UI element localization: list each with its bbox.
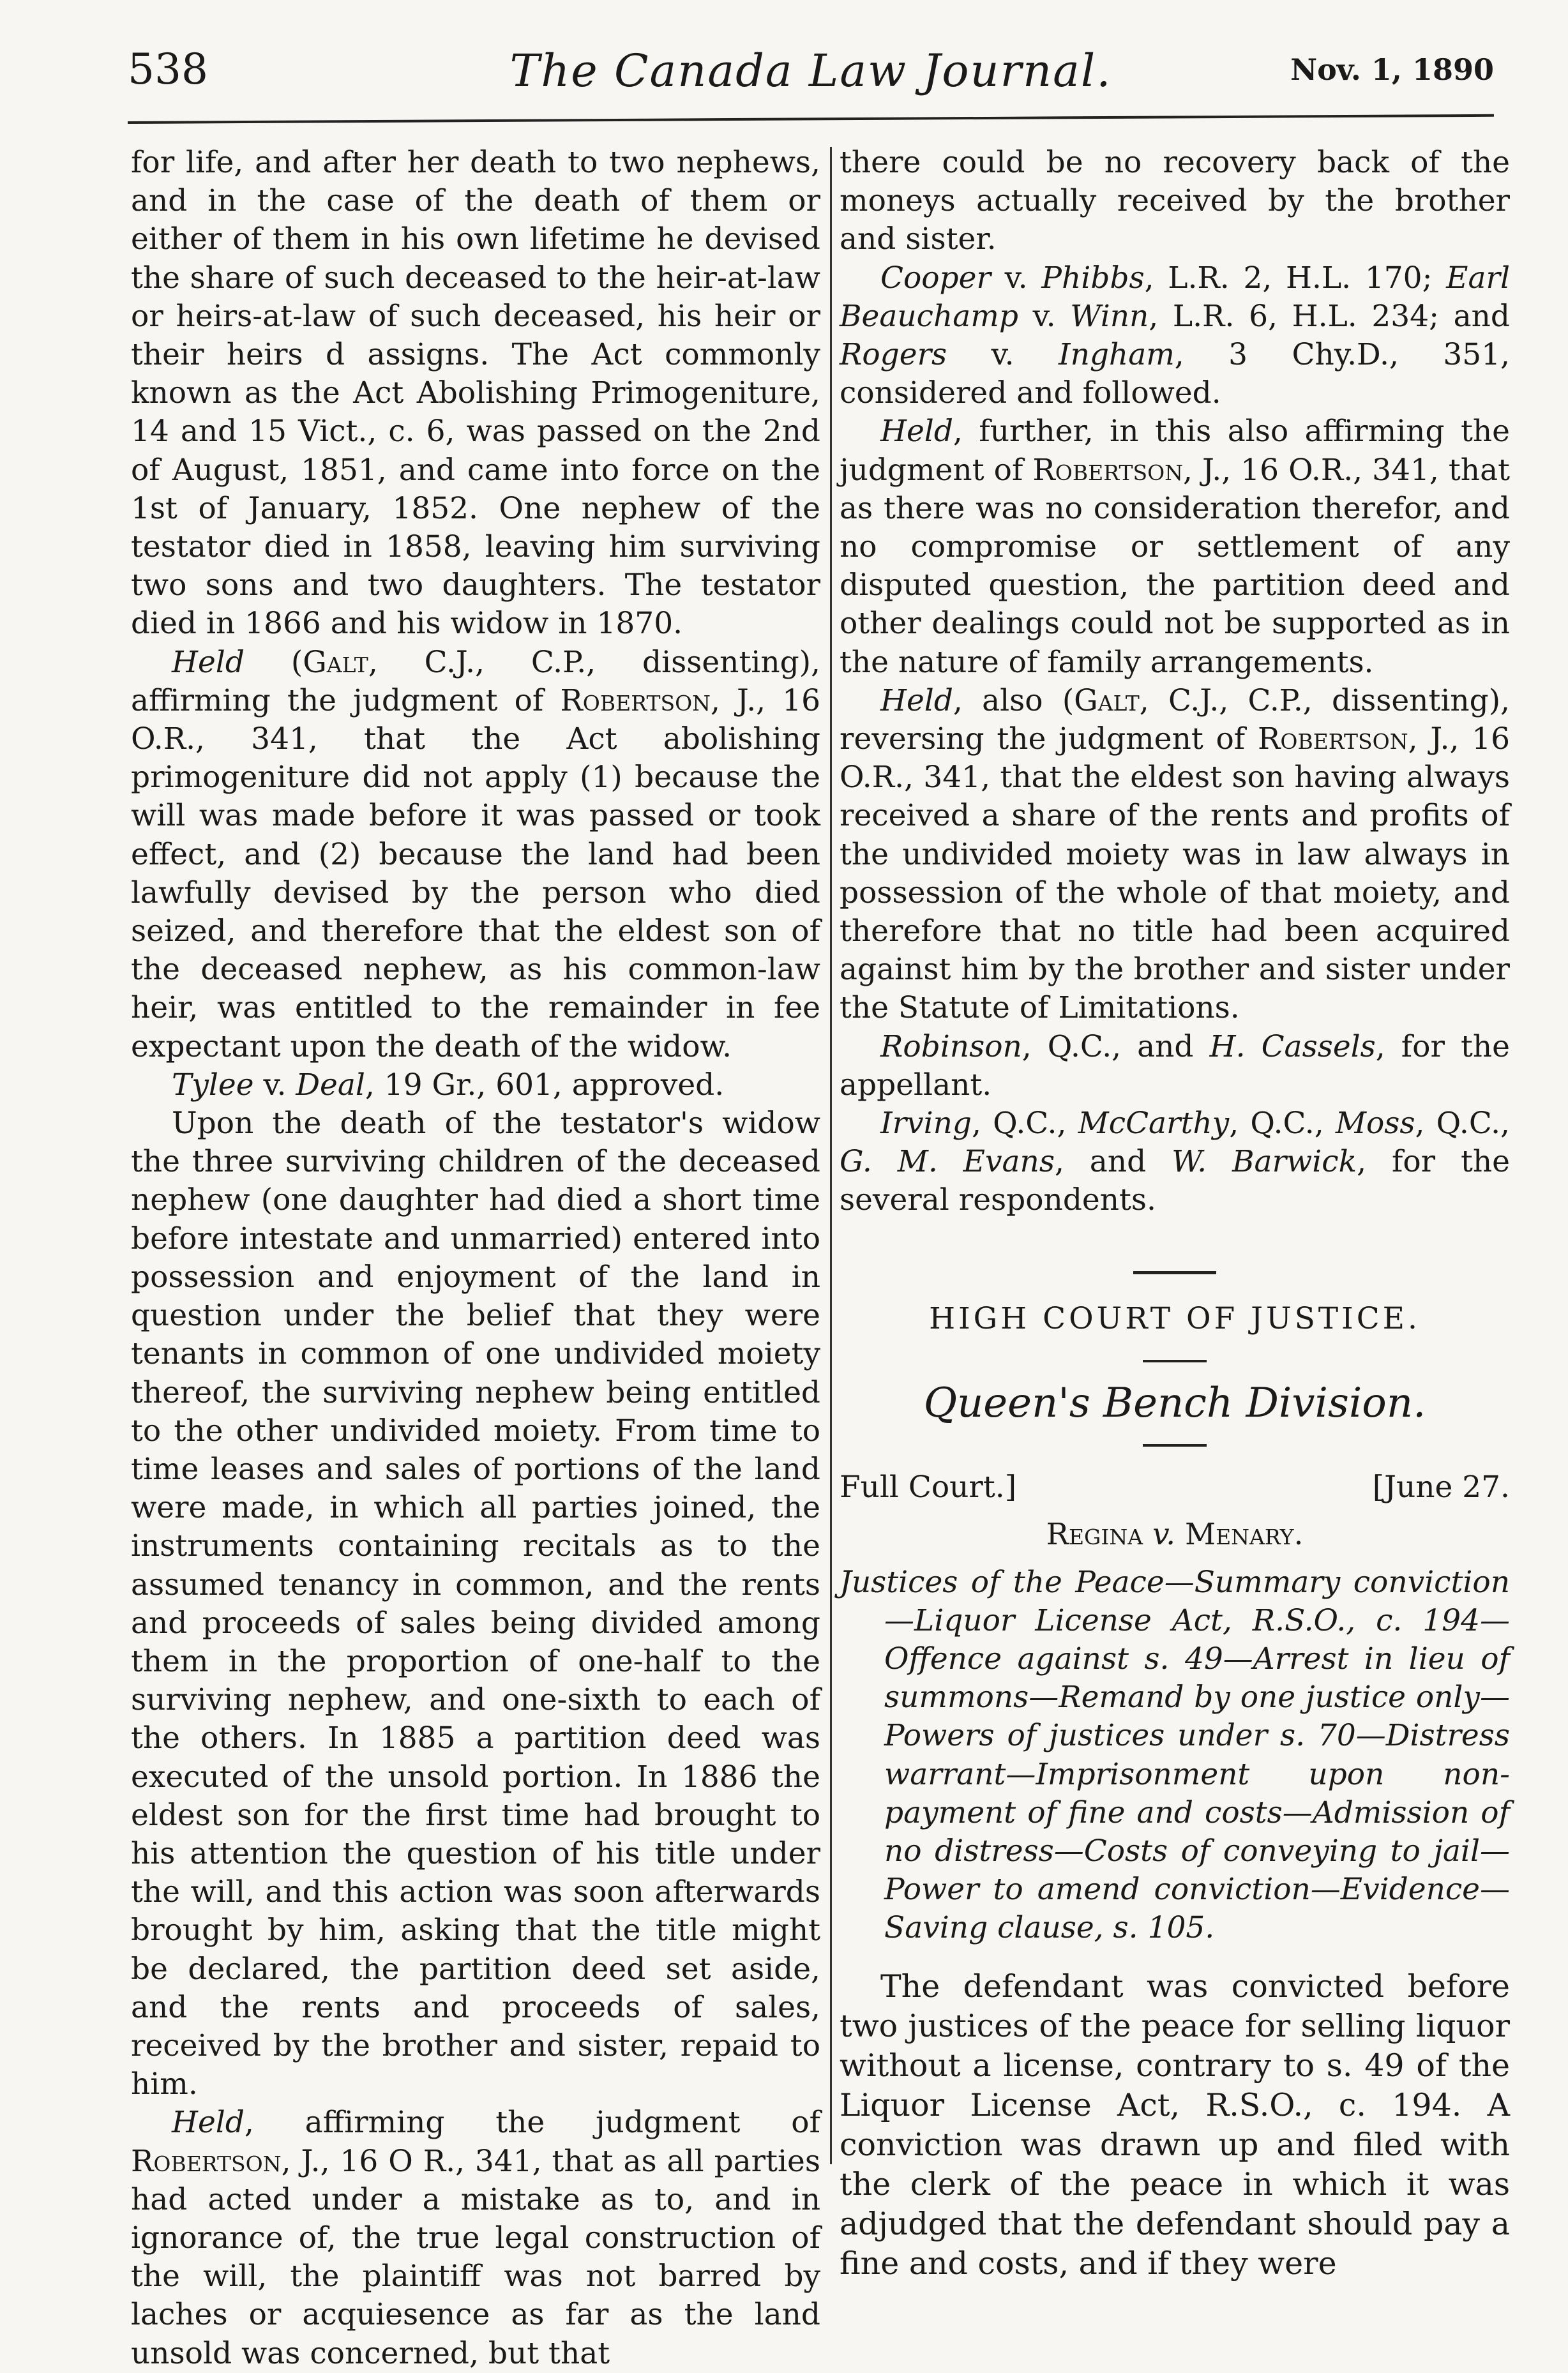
left-column [131,144,820,2373]
section-rule [1133,1271,1216,1274]
right-paragraph-4: Held, also (Galt, C.J., C.P., dissenting), reversing the judgment of Robertson, J., 16 O.R., 341, that the eldest son having always received a share of the rents and profits of the undivided moiety was in law always in possession of the whole of that moiety, and therefore that no title had been acquired against him by the brother and sister under the Statute of Limitations. [840,682,1510,1026]
section-rule [1143,1444,1207,1447]
right-column [840,144,1510,2284]
judge-name: Robertson [560,682,711,718]
issue-date: Nov. 1, 1890 [1290,52,1494,87]
left-paragraph-5: Held, affirming the judgment of Robertson, J., 16 O R., 341, that as all parties had acted under a mistake as to, and in ignorance of, the true legal construction of the will, the plaintiff was not barred by laches or acquiesence as far as the land unsold was concerned, but that [131,2105,820,2371]
right-paragraph-1: there could be no recovery back of the moneys actually received by the brother and sister. [840,145,1510,257]
judge-name: Galt [303,644,368,680]
judge-name: Galt [1074,682,1140,718]
case-date: [June 27. [1372,1470,1510,1505]
case-line [840,1468,1510,1507]
held-label: Held [880,414,953,449]
running-header [128,45,1494,115]
page-number: 538 [128,45,208,94]
case-title: Regina v. Menary. [1046,1517,1304,1553]
headnote: Justices of the Peace—Summary conviction—Liquor License Act, R.S.O., c. 194—Offence against s. 49—Arrest in lieu of summons—Remand by one justice only—Powers of justices under s. 70—Distress warrant—Imprisonment upon non-payment of fine and costs—Admission of no distress—Costs of conveying to jail—Power to amend conviction—Evidence—Saving clause, s. 105. [840,1564,1510,1946]
right-paragraph-2: Cooper v. Phibbs, L.R. 2, H.L. 170; Earl Beauchamp v. Winn, L.R. 6, H.L. 234; and Rogers v. Ingham, 3 Chy.D., 351, considered and followed. [840,260,1510,411]
counsel-respondents: Irving, Q.C., McCarthy, Q.C., Moss, Q.C., G. M. Evans, and W. Barwick, for the several respondents. [840,1106,1510,1218]
left-paragraph-4: Upon the death of the testator's widow the three surviving children of the deceased nephew (one daughter had died a short time before intestate and unmarried) entered into possession and enjoyment of the land in question under the belief that they were tenants in common of one undivided moiety thereof, the surviving nephew being entitled to the other undivided moiety. From time to time leases and sales of portions of the land were made, in which all parties joined, the instruments containing recitals as to the assumed tenancy in common, and the rents and proceeds of sales being divided among them in the proportion of one-half to the surviving nephew, and one-sixth to each of the others. In 1885 a partition deed was executed of the unsold portion. In 1886 the eldest son for the first time had brought to his attention the question of his title under the will, and this action was soon afterwards brought by him, asking that the title might be declared, the partition deed set aside, and the rents and proceeds of sales, received by the brother and sister, repaid to him. [131,1106,820,2102]
section-rule [1143,1360,1207,1362]
held-label: Held [880,682,953,718]
left-paragraph-3: Tylee v. Deal, 19 Gr., 601, approved. [172,1067,725,1103]
division-heading: Queen's Bench Division. [923,1379,1426,1427]
left-paragraph-2: Held (Galt, C.J., C.P., dissenting), affirming the judgment of Robertson, J., 16 O.R., 341, that the Act abolishing primogeniture did not apply (1) because the will was made before it was passed or took effect, and (2) because the land had been lawfully devised by the person who died seized, and therefore that the eldest son of the deceased nephew, as his common-law heir, was entitled to the remainder in fee expectant upon the death of the widow. [131,644,820,1064]
right-paragraph-3: Held, further, in this also affirming the judgment of Robertson, J., 16 O.R., 341, that as there was no consideration therefor, and no compromise or settlement of any disputed question, the partition deed and other dealings could not be supported as in the nature of family arrangements. [840,414,1510,680]
judge-name: Robertson [1258,721,1408,757]
header-rule [128,114,1494,124]
held-label: Held [172,2105,245,2141]
journal-title: The Canada Law Journal. [509,45,1112,97]
court-heading: HIGH COURT OF JUSTICE. [929,1300,1421,1336]
column-divider [830,147,832,2164]
judge-name: Robertson [1032,452,1184,488]
counsel-appellant: Robinson, Q.C., and H. Cassels, for the appellant. [840,1028,1510,1103]
left-paragraph-1: for life, and after her death to two nephews, and in the case of the death of them or either of them in his own lifetime he devised the share of such deceased to the heir-at-law or heirs-at-law of such deceased, his heir or their heirs d assigns. The Act commonly known as the Act Abolishing Primogeniture, 14 and 15 Vict., c. 6, was passed on the 2nd of August, 1851, and came into force on the 1st of January, 1852. One nephew of the testator died in 1858, leaving him surviving two sons and two daughters. The testator died in 1866 and his widow in 1870. [131,145,820,642]
held-label: Held [172,644,245,680]
full-court-label: Full Court.] [840,1470,1017,1505]
case-body: The defendant was convicted before two justices of the peace for selling liquor without a license, contrary to s. 49 of the Liquor License Act, R.S.O., c. 194. A conviction was drawn up and filed with the clerk of the peace in which it was adjudged that the defendant should pay a fine and costs, and if they were [840,1968,1510,2282]
judge-name: Robertson [131,2143,282,2179]
